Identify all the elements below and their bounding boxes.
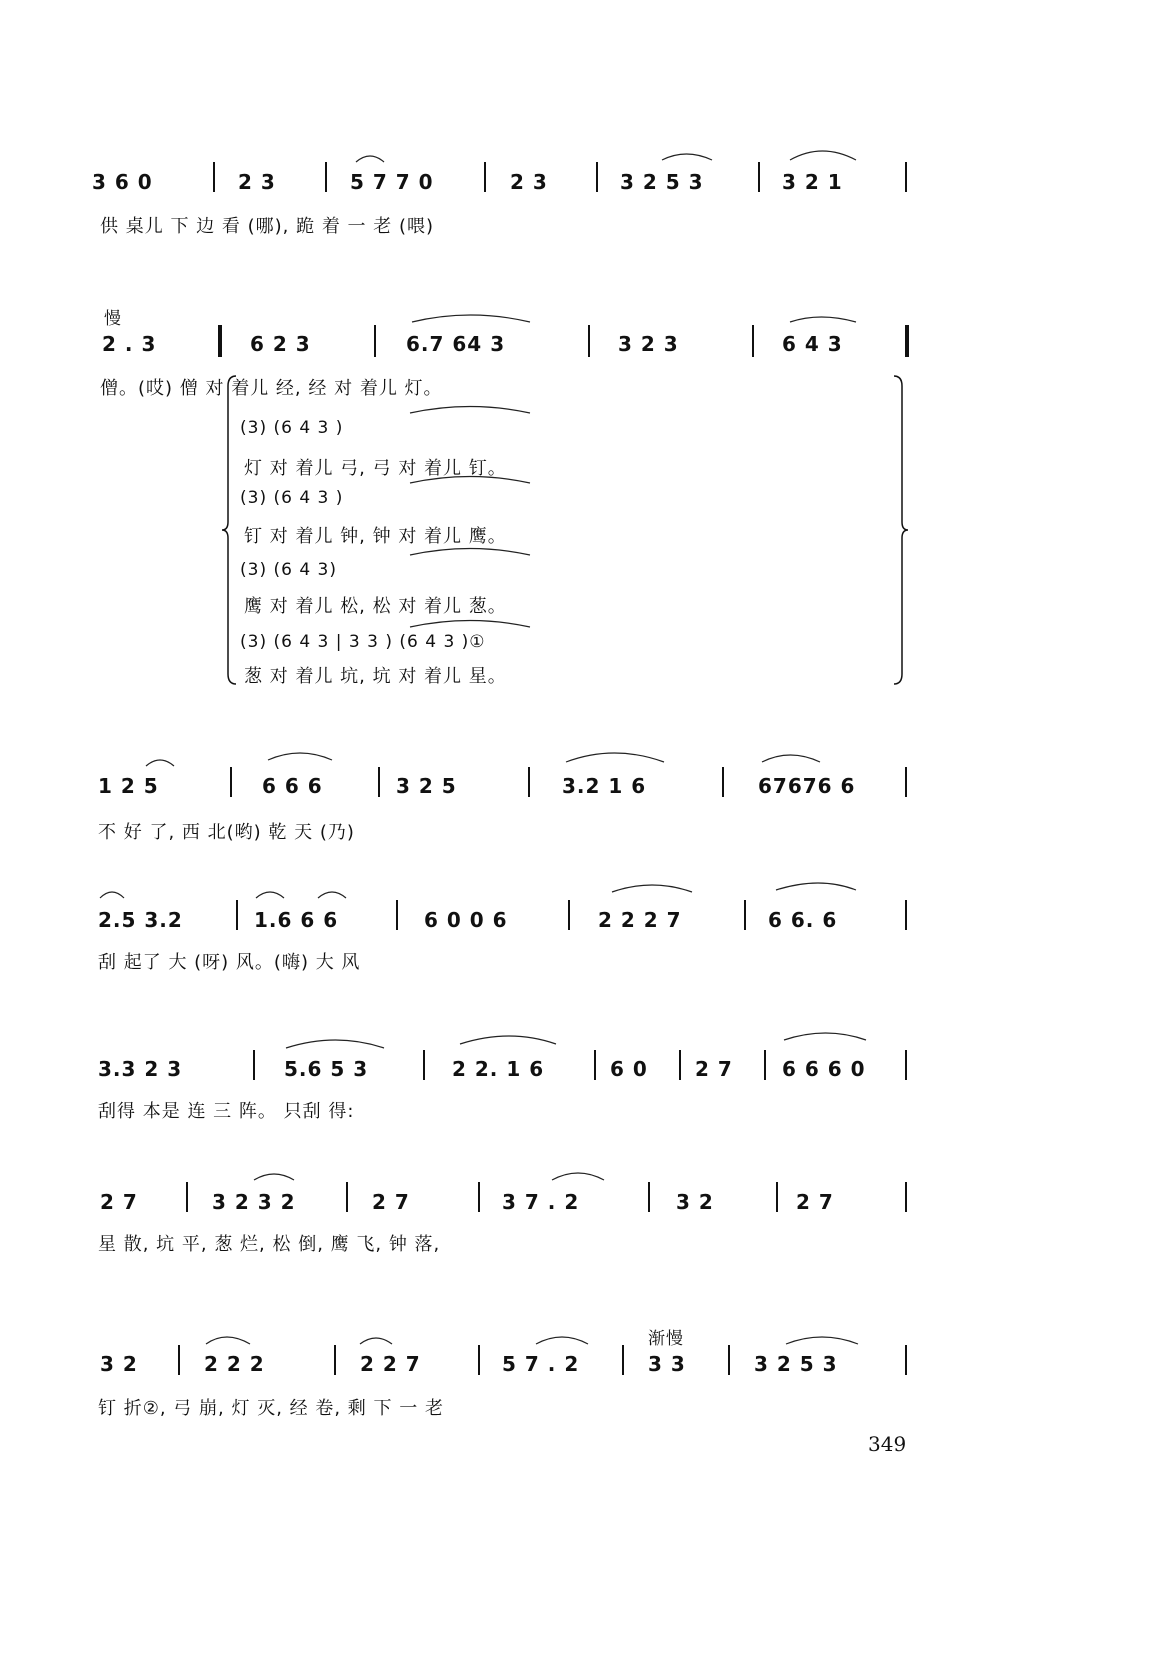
notation-row-6-m5: 3 2 [676,1190,714,1214]
verse-line-8: (3) (6 4 3 | 3 3 ) (6 4 3 )① [240,632,486,652]
notation-row-4-m3: 6 0 0 6 [424,908,508,932]
verse-line-1: 僧。(哎) 僧 对 着儿 经, 经 对 着儿 灯。 [100,378,443,399]
notation-row-2-m3: 6.7 64 3 [406,332,506,356]
lyric-row-7: 钉 折②, 弓 崩, 灯 灭, 经 卷, 剩 下 一 老 [98,1398,444,1419]
notation-row-1-m5: 3 2 5 3 [620,170,704,194]
notation-row-7-m3: 2 2 7 [360,1352,421,1376]
verse-line-5: 钉 对 着儿 钟, 钟 对 着儿 鹰。 [244,526,507,547]
notation-row-3-m4: 3.2 1 6 [562,774,647,798]
notation-row-6-m2: 3 2 3 2 [212,1190,296,1214]
notation-row-7-m5: 3 3 [648,1352,686,1376]
notation-row-6-m4: 3 7 . 2 [502,1190,580,1214]
notation-row-5-m5: 2 7 [695,1057,733,1081]
notation-row-4-m1: 2.5 3.2 [98,908,183,932]
notation-row-2-m5: 6 4 3 [782,332,843,356]
tempo-mark: 渐慢 [648,1329,684,1349]
verse-line-4: (3) (6 4 3 ) [240,488,344,508]
notation-row-7-m1: 3 2 [100,1352,138,1376]
notation-row-1-m6: 3 2 1 [782,170,843,194]
notation-row-4-m5: 6 6. 6 [768,908,838,932]
notation-row-5-m1: 3.3 2 3 [98,1057,183,1081]
notation-row-6-m3: 2 7 [372,1190,410,1214]
tempo-mark: 慢 [104,309,122,329]
notation-row-7-m2: 2 2 2 [204,1352,265,1376]
notation-row-2-m1: 2 . 3 [102,332,157,356]
notation-row-3-m5: 67676 6 [758,774,856,798]
lyric-row-4: 刮 起了 大 (呀) 风。(嗨) 大 风 [98,952,361,973]
notation-row-7-m4: 5 7 . 2 [502,1352,580,1376]
notation-row-5-m4: 6 0 [610,1057,648,1081]
notation-row-6-m1: 2 7 [100,1190,138,1214]
lyric-row-5: 刮得 本是 连 三 阵。 只刮 得: [98,1101,355,1122]
notation-row-2-m4: 3 2 3 [618,332,679,356]
verse-line-2: (3) (6 4 3 ) [240,418,344,438]
notation-row-2-m2: 6 2 3 [250,332,311,356]
notation-row-5-m6: 6 6 6 0 [782,1057,866,1081]
verse-line-7: 鹰 对 着儿 松, 松 对 着儿 葱。 [244,596,507,617]
notation-row-6-m6: 2 7 [796,1190,834,1214]
notation-row-4-m4: 2 2 2 7 [598,908,682,932]
verse-line-3: 灯 对 着儿 弓, 弓 对 着儿 钉。 [244,458,507,479]
notation-row-3-m1: 1 2 5 [98,774,159,798]
notation-row-5-m3: 2 2. 1 6 [452,1057,545,1081]
page-number: 349 [868,1432,907,1456]
notation-row-5-m2: 5.6 5 3 [284,1057,369,1081]
notation-row-3-m3: 3 2 5 [396,774,457,798]
notation-row-4-m2: 1.6 6 6 [254,908,339,932]
notation-row-1-m2: 2 3 [238,170,276,194]
verse-line-6: (3) (6 4 3) [240,560,338,580]
notation-row-1-m1: 3 6 0 [92,170,153,194]
verse-line-9: 葱 对 着儿 坑, 坑 对 着儿 星。 [244,666,507,687]
notation-row-1-m4: 2 3 [510,170,548,194]
lyric-row-6: 星 散, 坑 平, 葱 烂, 松 倒, 鹰 飞, 钟 落, [98,1234,441,1255]
notation-row-3-m2: 6 6 6 [262,774,323,798]
lyric-row-1: 供 桌儿 下 边 看 (哪), 跪 着 一 老 (喂) [100,216,435,237]
lyric-row-3: 不 好 了, 西 北(哟) 乾 天 (乃) [98,822,355,843]
notation-row-1-m3: 5 7 7 0 [350,170,434,194]
notation-row-7-m6: 3 2 5 3 [754,1352,838,1376]
